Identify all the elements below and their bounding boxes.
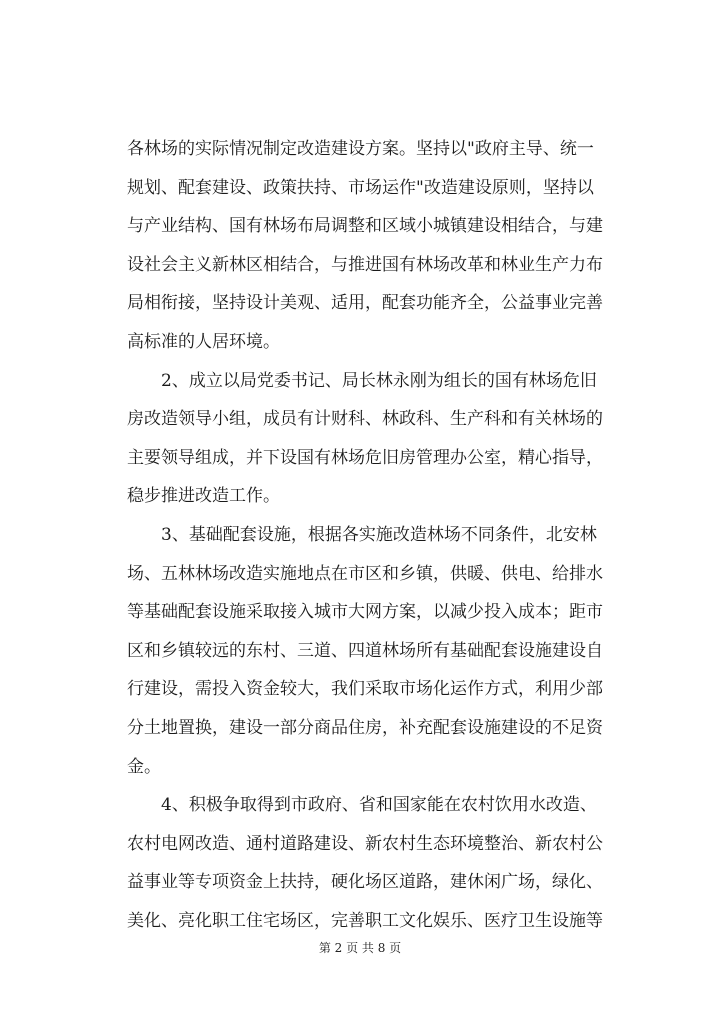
- text-line: 局 相 衔 接 ， 坚 持 设 计 美 观 、 适 用 ， 配 套 功 能 齐 全 ， 公 益 事 业 完 善: [127, 293, 603, 314]
- text-line: 设 社 会 主 义 新 林 区 相 结 合 ， 与 推 进 国 有 林 场 改 革 和 林 业 生 产 力 布: [127, 254, 603, 275]
- text-line: 房 改 造 领 导 小 组 ， 成 员 有 计 财 科 、 林 政 科 、 生 产 科 和 有 关 林 场 的: [127, 409, 603, 430]
- page-footer: 第 2 页 共 8 页: [318, 941, 402, 955]
- text-line: 金。: [127, 756, 161, 777]
- text-line: 益 事 业 等 专 项 资 金 上 扶 持 ， 硬 化 场 区 道 路 ， 建 休 闲 广 场 ， 绿 化 、: [127, 872, 603, 893]
- text-line: 3 、 基 础 配 套 设 施 ， 根 据 各 实 施 改 造 林 场 不 同 条 件 ， 北 安 林: [161, 524, 597, 545]
- text-line: 规 划 、 配 套 建 设 、 政 策 扶 持 、 市 场 运 作 " 改 造 建 设 原 则 ， 坚 持 以: [127, 177, 594, 198]
- text-line: 美 化 、 亮 化 职 工 住 宅 场 区 ， 完 善 职 工 文 化 娱 乐 、 医 疗 卫 生 设 施 等: [127, 910, 603, 931]
- text-line: 2 、 成 立 以 局 党 委 书 记 、 局 长 林 永 刚 为 组 长 的 国 有 林 场 危 旧: [161, 370, 597, 391]
- text-line: 高标准的人居环境。: [127, 331, 280, 352]
- text-line: 各 林 场 的 实 际 情 况 制 定 改 造 建 设 方 案 。 坚 持 以 " 政 府 主 导 、 统 一: [127, 139, 594, 159]
- document-body: [127, 130, 603, 940]
- text-line: 主 要 领 导 组 成 ， 并 下 设 国 有 林 场 危 旧 房 管 理 办 公 室 ， 精 心 指 导 ，: [127, 447, 603, 468]
- text-line: 行 建 设 ， 需 投 入 资 金 较 大 ， 我 们 采 取 市 场 化 运 作 方 式 ， 利 用 少 部: [127, 679, 603, 700]
- text-line: 区 和 乡 镇 较 远 的 东 村 、 三 道 、 四 道 林 场 所 有 基 础 配 套 设 施 建 设 自: [127, 640, 603, 661]
- text-line: 场 、 五 林 林 场 改 造 实 施 地 点 在 市 区 和 乡 镇 ， 供 暖 、 供 电 、 给 排 水: [127, 563, 603, 584]
- text-line: 4 、 积 极 争 取 得 到 市 政 府 、 省 和 国 家 能 在 农 村 饮 用 水 改 造 、: [161, 795, 597, 816]
- text-line: 农 村 电 网 改 造 、 通 村 道 路 建 设 、 新 农 村 生 态 环 境 整 治 、 新 农 村 公: [127, 833, 603, 854]
- text-line: 分 土 地 置 换 ， 建 设 一 部 分 商 品 住 房 ， 补 充 配 套 设 施 建 设 的 不 足 资: [127, 717, 603, 738]
- text-line: 与 产 业 结 构 、 国 有 林 场 布 局 调 整 和 区 域 小 城 镇 建 设 相 结 合 ， 与 建: [127, 216, 603, 237]
- text-line: 稳步推进改造工作。: [127, 486, 280, 507]
- text-line: 等 基 础 配 套 设 施 采 取 接 入 城 市 大 网 方 案 ， 以 减 少 投 入 成 本 ； 距 市: [127, 602, 603, 623]
